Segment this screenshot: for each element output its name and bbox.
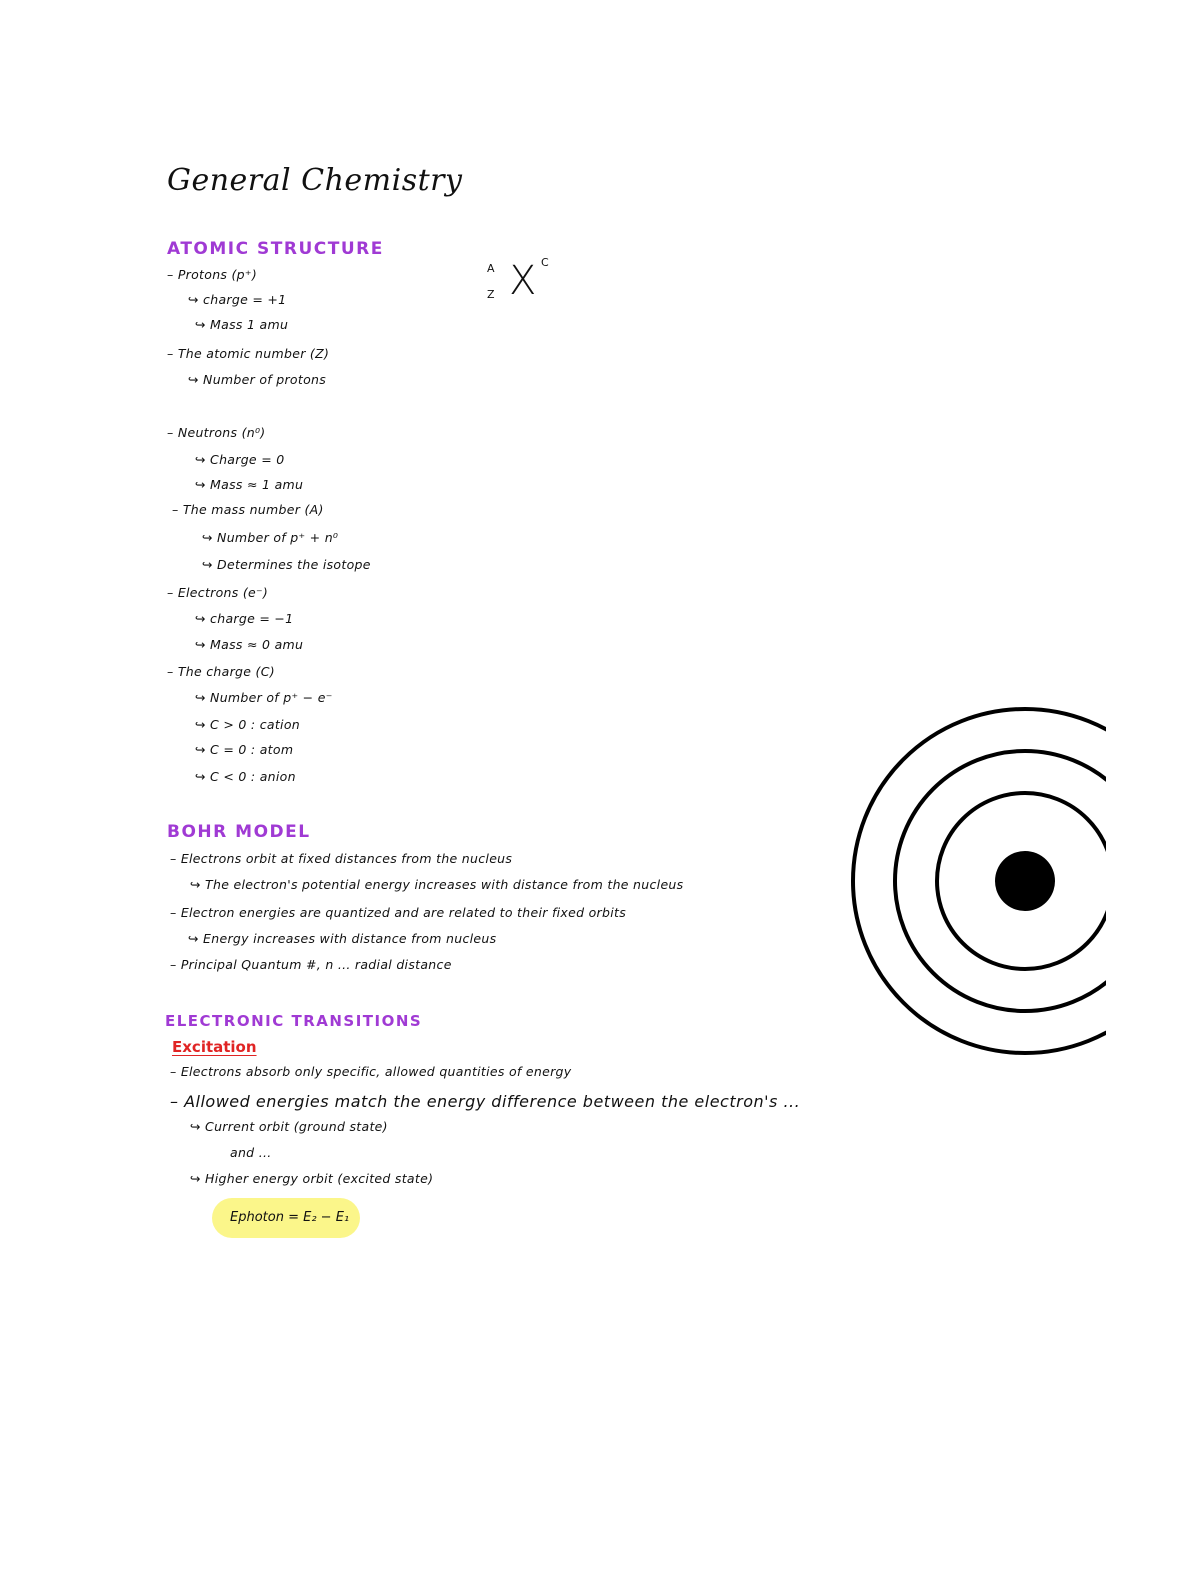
note-line: – The mass number (A) [172, 502, 324, 517]
section-heading-atomic-structure: ATOMIC STRUCTURE [167, 239, 384, 259]
note-line: ↪ charge = +1 [188, 292, 287, 307]
note-line: – Electrons orbit at fixed distances from the nucleus [170, 851, 513, 866]
note-line: and ... [230, 1145, 272, 1160]
note-line: ↪ Mass 1 amu [195, 317, 289, 332]
note-line: – The atomic number (Z) [167, 346, 330, 361]
note-line: ↪ C > 0 : cation [195, 717, 300, 732]
note-line: ↪ Number of protons [188, 372, 327, 387]
note-line: ↪ Energy increases with distance from nucleus [188, 931, 497, 946]
nucleus [995, 851, 1055, 911]
note-line: – Protons (p⁺) [167, 267, 257, 282]
subheading-excitation: Excitation [172, 1038, 257, 1056]
note-line: ↪ The electron's potential energy increases with distance from the nucleus [190, 877, 684, 892]
note-line: ↪ Number of p⁺ + n⁰ [202, 530, 339, 545]
section-heading-electronic-transitions: ELECTRONIC TRANSITIONS [165, 1012, 423, 1030]
photon-energy-formula [212, 1198, 360, 1238]
mass-number-symbol: A [487, 262, 495, 275]
note-line: ↪ Mass ≈ 1 amu [195, 477, 304, 492]
note-line: ↪ C = 0 : atom [195, 742, 294, 757]
note-line: – Neutrons (n⁰) [167, 425, 266, 440]
note-line: ↪ Higher energy orbit (excited state) [190, 1171, 434, 1186]
note-line: ↪ C < 0 : anion [195, 769, 296, 784]
note-line: ↪ Determines the isotope [202, 557, 371, 572]
note-line: – Electron energies are quantized and are related to their fixed orbits [170, 905, 627, 920]
note-line: ↪ charge = −1 [195, 611, 294, 626]
note-line: ↪ Mass ≈ 0 amu [195, 637, 304, 652]
note-line: – Principal Quantum #, n ... radial distance [170, 957, 452, 972]
note-line: – Allowed energies match the energy difference between the electron's ... [170, 1092, 801, 1111]
page-title: General Chemistry [167, 163, 463, 198]
note-line: – The charge (C) [167, 664, 275, 679]
section-heading-bohr-model: BOHR MODEL [167, 822, 311, 842]
note-line: – Electrons (e⁻) [167, 585, 269, 600]
note-line: ↪ Charge = 0 [195, 452, 285, 467]
isotope-notation [485, 258, 565, 308]
bohr-model-diagram [810, 705, 1110, 1065]
atomic-number-symbol: Z [487, 288, 495, 301]
formula-text: Ephoton = E₂ − E₁ [230, 1210, 350, 1225]
note-line: ↪ Number of p⁺ − e⁻ [195, 690, 333, 705]
element-symbol: X [509, 258, 537, 304]
note-line: ↪ Current orbit (ground state) [190, 1119, 388, 1134]
note-line: – Electrons absorb only specific, allowed quantities of energy [170, 1064, 572, 1079]
charge-symbol: C [541, 256, 549, 269]
